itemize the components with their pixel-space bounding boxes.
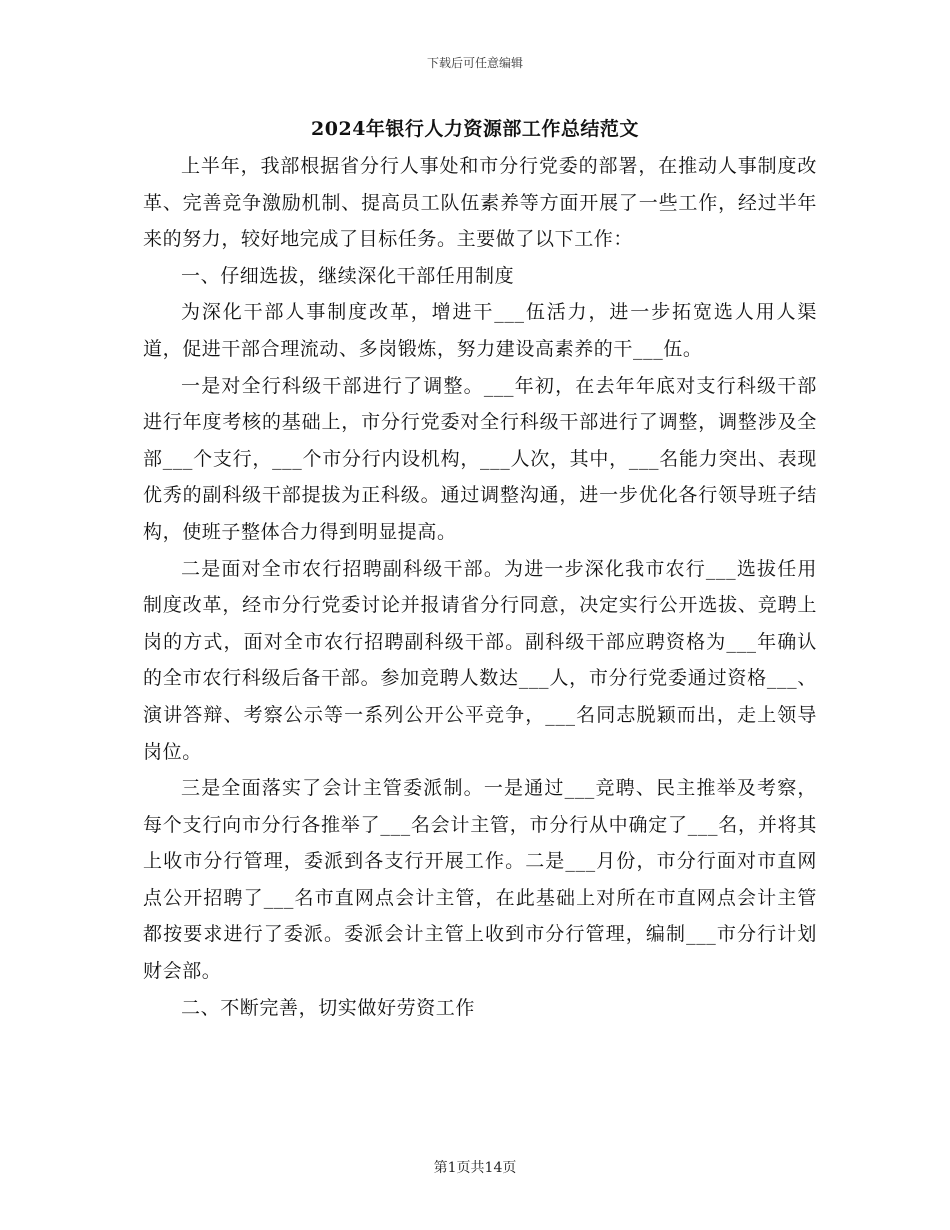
document-body (143, 148, 817, 1026)
section-heading-1: 一、仔细选拔，继续深化干部任用制度 (181, 264, 515, 287)
paragraph-intro: 上半年，我部根据省分行人事处和市分行党委的部署，在推动人事制度改革、完善竞争激励机制、提高员工队伍素养等方面开展了一些工作，经过半年来的努力，较好地完成了目标任务。主要做了以下工作： (143, 155, 817, 251)
paragraph-item-2: 二是面对全市农行招聘副科级干部。为进一步深化我市农行___选拔任用制度改革，经市分行党委讨论并报请省分行同意，决定实行公开选拔、竞聘上岗的方式，面对全市农行招聘副科级干部。副科级干部应聘资格为___年确认的全市农行科级后备干部。参加竞聘人数达___人，市分行党委通过资格___、演讲答辩、考察公示等一系列公开公平竞争，___名同志脱颖而出，走上领导岗位。 (143, 557, 817, 763)
paragraph-item-1: 一是对全行科级干部进行了调整。___年初，在去年年底对支行科级干部进行年度考核的基础上，市分行党委对全行科级干部进行了调整，调整涉及全部___个支行，___个市分行内设机构，___人次，其中，___名能力突出、表现优秀的副科级干部提拔为正科级。通过调整沟通，进一步优化各行领导班子结构，使班子整体合力得到明显提高。 (143, 374, 817, 543)
section-heading-2: 二、不断完善，切实做好劳资工作 (181, 996, 476, 1019)
paragraph-item-3: 三是全面落实了会计主管委派制。一是通过___竞聘、民主推举及考察，每个支行向市分行各推举了___名会计主管，市分行从中确定了___名，并将其上收市分行管理，委派到各支行开展工作。二是___月份，市分行面对市直网点公开招聘了___名市直网点会计主管，在此基础上对所在市直网点会计主管都按要求进行了委派。委派会计主管上收到市分行管理，编制___市分行计划财会部。 (143, 777, 817, 983)
page-header-note: 下载后可任意编辑 (426, 56, 523, 70)
paragraph-section1-intro: 为深化干部人事制度改革，增进干___伍活力，进一步拓宽选人用人渠道，促进干部合理流动、多岗锻炼，努力建设高素养的干___伍。 (143, 301, 817, 360)
page-indicator: 第1页共14页 (433, 1160, 517, 1176)
document-title: 2024年银行人力资源部工作总结范文 (311, 118, 639, 140)
